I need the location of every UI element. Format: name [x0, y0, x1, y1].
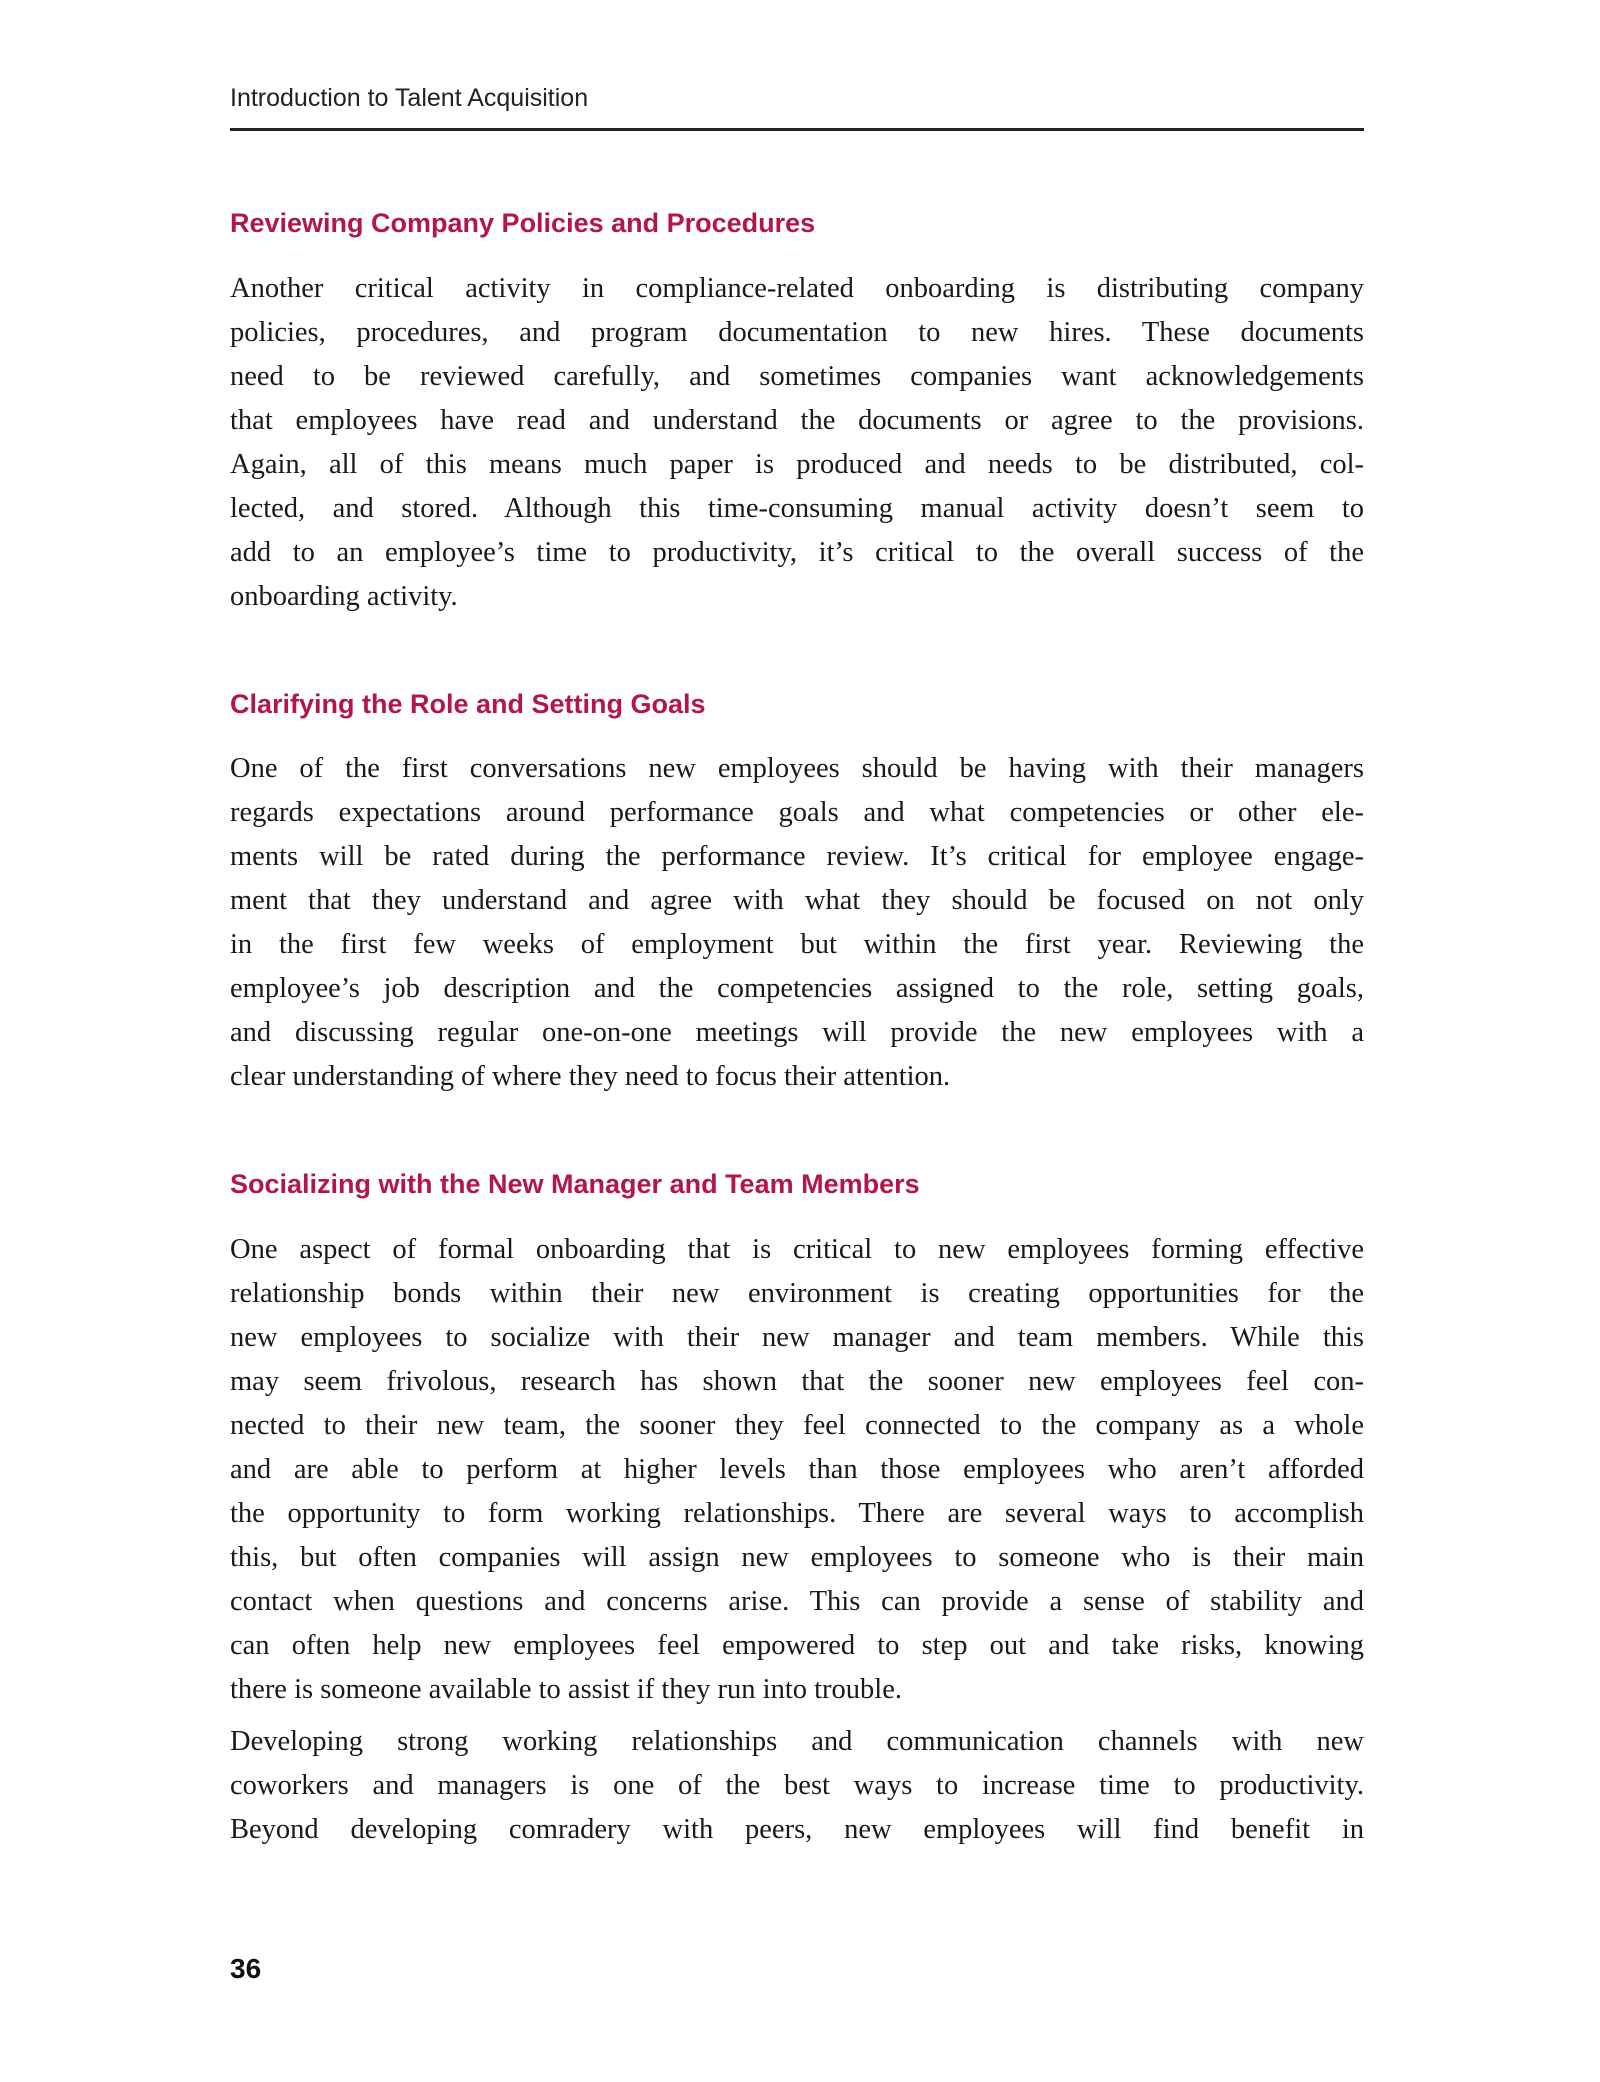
- text-line: there is someone available to assist if they run into trouble.: [230, 1674, 902, 1705]
- text-line: clear understanding of where they need to focus their attention.: [230, 1061, 951, 1092]
- section-heading: Clarifying the Role and Setting Goals: [230, 689, 706, 719]
- text-line: in the first few weeks of employment but within the first year. Reviewing the: [230, 929, 1364, 960]
- text-line: onboarding activity.: [230, 581, 458, 612]
- text-line: lected, and stored. Although this time-consuming manual activity doesn’t seem to: [230, 493, 1364, 524]
- text-line: and discussing regular one-on-one meetings will provide the new employees with a: [230, 1017, 1364, 1048]
- text-line: need to be reviewed carefully, and sometimes companies want acknowledgements: [230, 361, 1364, 392]
- text-line: One aspect of formal onboarding that is critical to new employees forming effective: [230, 1234, 1364, 1265]
- text-line: may seem frivolous, research has shown that the sooner new employees feel con-: [230, 1366, 1364, 1397]
- text-line: employee’s job description and the competencies assigned to the role, setting goals,: [230, 973, 1364, 1004]
- text-line: can often help new employees feel empowered to step out and take risks, knowing: [230, 1630, 1364, 1661]
- text-line: Developing strong working relationships and communication channels with new: [230, 1726, 1364, 1757]
- text-line: Another critical activity in compliance-related onboarding is distributing company: [230, 273, 1364, 304]
- text-line: and are able to perform at higher levels than those employees who aren’t afforded: [230, 1454, 1364, 1485]
- page-number: 36: [230, 1953, 262, 1984]
- text-line: add to an employee’s time to productivity, it’s critical to the overall success of the: [230, 537, 1364, 568]
- text-line: Again, all of this means much paper is produced and needs to be distributed, col-: [230, 449, 1364, 480]
- text-line: new employees to socialize with their new manager and team members. While this: [230, 1322, 1364, 1353]
- paragraph: [230, 267, 1364, 619]
- text-line: ment that they understand and agree with what they should be focused on not only: [230, 885, 1364, 916]
- text-line: One of the first conversations new employees should be having with their managers: [230, 753, 1364, 784]
- paragraph: [230, 1228, 1364, 1712]
- running-head: Introduction to Talent Acquisition: [230, 84, 589, 112]
- text-line: contact when questions and concerns arise. This can provide a sense of stability and: [230, 1586, 1364, 1617]
- text-line: relationship bonds within their new environment is creating opportunities for the: [230, 1278, 1364, 1309]
- text-line: this, but often companies will assign new employees to someone who is their main: [230, 1542, 1364, 1573]
- text-line: ments will be rated during the performance review. It’s critical for employee engage-: [230, 841, 1364, 872]
- section-heading: Socializing with the New Manager and Team Members: [230, 1169, 920, 1199]
- header-rule: [230, 128, 1364, 131]
- text-line: regards expectations around performance goals and what competencies or other ele-: [230, 797, 1364, 828]
- text-line: coworkers and managers is one of the best ways to increase time to productivity.: [230, 1770, 1364, 1801]
- text-line: Beyond developing comradery with peers, new employees will find benefit in: [230, 1814, 1364, 1845]
- paragraph: [230, 747, 1364, 1099]
- section-heading: Reviewing Company Policies and Procedures: [230, 208, 816, 238]
- text-line: policies, procedures, and program documentation to new hires. These documents: [230, 317, 1364, 348]
- text-line: that employees have read and understand the documents or agree to the provisions.: [230, 405, 1364, 436]
- text-line: the opportunity to form working relationships. There are several ways to accomplish: [230, 1498, 1364, 1529]
- paragraph: [230, 1720, 1364, 1852]
- text-line: nected to their new team, the sooner they feel connected to the company as a whole: [230, 1410, 1364, 1441]
